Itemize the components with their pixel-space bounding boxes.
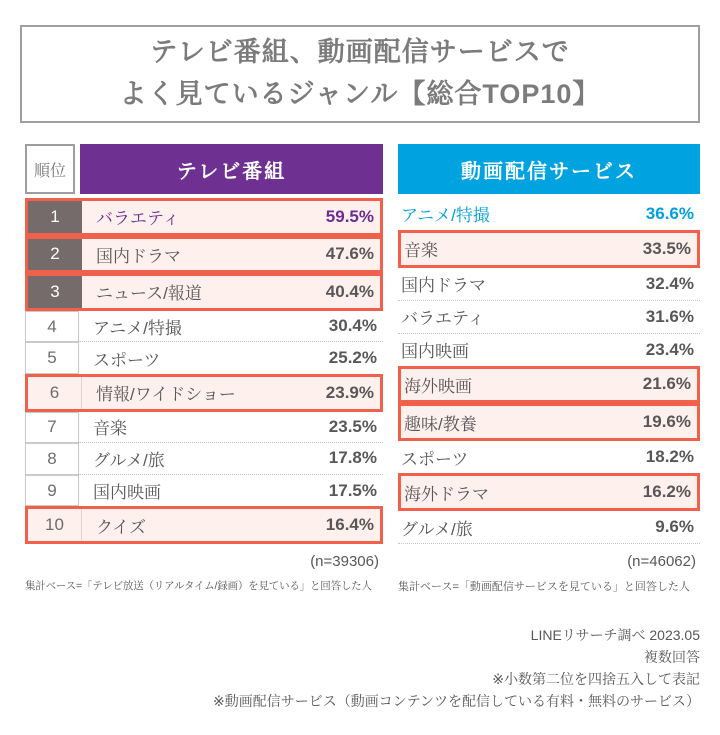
tv-table-header-row bbox=[25, 144, 383, 194]
tv-table bbox=[25, 144, 383, 594]
percent-value: 23.4% bbox=[645, 339, 694, 359]
percent-value: 30.4% bbox=[328, 316, 377, 336]
genre-label: 海外ドラマ bbox=[404, 484, 489, 504]
table-row bbox=[398, 198, 700, 230]
rank-cell: 1 bbox=[28, 201, 82, 233]
table-row bbox=[25, 506, 383, 544]
percent-value: 9.6% bbox=[655, 517, 694, 537]
percent-value: 16.4% bbox=[325, 515, 374, 535]
percent-value: 23.9% bbox=[325, 382, 374, 402]
genre-label: ニュース/報道 bbox=[96, 284, 202, 304]
title-box bbox=[20, 25, 700, 123]
rank-cell: 5 bbox=[25, 342, 79, 374]
tv-base-note: 集計ベース=「テレビ放送（リアルタイム/録画）を見ている」と回答した人 bbox=[25, 580, 372, 592]
title-line-2: よく見ているジャンル【総合TOP10】 bbox=[119, 79, 601, 109]
rank-cell: 2 bbox=[28, 239, 82, 271]
streaming-table-rows bbox=[398, 198, 700, 544]
streaming-table-title: 動画配信サービス bbox=[398, 144, 700, 194]
table-row bbox=[25, 475, 383, 507]
percent-value: 25.2% bbox=[328, 348, 377, 368]
table-row bbox=[25, 198, 383, 236]
table-row bbox=[25, 374, 383, 412]
percent-value: 17.8% bbox=[328, 448, 377, 468]
rank-cell: 9 bbox=[25, 475, 79, 507]
footnote-multiple-answers: 複数回答 bbox=[644, 649, 700, 665]
table-row bbox=[25, 273, 383, 311]
percent-value: 31.6% bbox=[645, 306, 694, 326]
genre-label: 情報/ワイドショー bbox=[96, 385, 236, 405]
genre-label: 海外映画 bbox=[404, 376, 472, 396]
footnotes bbox=[0, 624, 700, 712]
streaming-table bbox=[398, 144, 700, 594]
footnote-service-definition: ※動画配信サービス（動画コンテンツを配信している有料・無料のサービス） bbox=[212, 693, 700, 709]
table-row bbox=[398, 473, 700, 511]
rank-column-header: 順位 bbox=[25, 144, 75, 194]
genre-label: アニメ/特撮 bbox=[401, 206, 490, 226]
genre-label: グルメ/旅 bbox=[401, 519, 473, 539]
table-row bbox=[25, 412, 383, 444]
genre-label: 国内ドラマ bbox=[96, 246, 181, 266]
genre-label: スポーツ bbox=[401, 449, 469, 469]
tv-table-title: テレビ番組 bbox=[80, 144, 383, 194]
percent-value: 23.5% bbox=[328, 416, 377, 436]
genre-label: グルメ/旅 bbox=[93, 450, 165, 470]
genre-label: 趣味/教養 bbox=[404, 414, 477, 434]
genre-label: バラエティ bbox=[96, 209, 180, 229]
rank-cell: 4 bbox=[25, 311, 79, 343]
genre-label: 国内ドラマ bbox=[401, 276, 486, 296]
table-row bbox=[398, 403, 700, 441]
table-row bbox=[25, 311, 383, 343]
percent-value: 59.5% bbox=[325, 206, 374, 226]
percent-value: 17.5% bbox=[328, 480, 377, 500]
percent-value: 32.4% bbox=[645, 273, 694, 293]
rank-cell: 8 bbox=[25, 443, 79, 475]
percent-value: 33.5% bbox=[642, 238, 691, 258]
rank-cell: 3 bbox=[28, 276, 82, 308]
footnote-source: LINEリサーチ調べ 2023.05 bbox=[530, 627, 700, 643]
genre-label: 音楽 bbox=[93, 419, 127, 439]
genre-label: バラエティ bbox=[401, 309, 485, 329]
table-row bbox=[25, 342, 383, 374]
footnote-rounding: ※小数第二位を四捨五入して表記 bbox=[492, 671, 700, 687]
genre-label: 国内映画 bbox=[401, 342, 469, 362]
percent-value: 21.6% bbox=[642, 374, 691, 394]
percent-value: 19.6% bbox=[642, 412, 691, 432]
genre-label: スポーツ bbox=[93, 350, 161, 370]
rank-cell: 6 bbox=[28, 377, 82, 409]
rank-cell: 10 bbox=[28, 509, 82, 541]
percent-value: 36.6% bbox=[645, 203, 694, 223]
genre-label: クイズ bbox=[96, 517, 146, 537]
table-row bbox=[398, 268, 700, 301]
table-row bbox=[398, 230, 700, 268]
genre-label: アニメ/特撮 bbox=[93, 318, 182, 338]
genre-label: 国内映画 bbox=[93, 483, 161, 503]
tv-table-rows bbox=[25, 198, 383, 544]
streaming-sample-size: (n=46062) bbox=[627, 553, 696, 570]
tables-area bbox=[25, 144, 700, 594]
percent-value: 16.2% bbox=[642, 482, 691, 502]
table-row bbox=[398, 301, 700, 334]
tv-sample-size: (n=39306) bbox=[310, 553, 379, 570]
table-row bbox=[398, 334, 700, 366]
table-row bbox=[25, 443, 383, 475]
title-line-1: テレビ番組、動画配信サービスで bbox=[150, 37, 570, 68]
percent-value: 18.2% bbox=[645, 447, 694, 467]
genre-label: 音楽 bbox=[404, 241, 438, 261]
rank-cell: 7 bbox=[25, 412, 79, 444]
table-row bbox=[398, 366, 700, 404]
table-row bbox=[398, 441, 700, 473]
streaming-base-note: 集計ベース=「動画配信サービスを見ている」と回答した人 bbox=[398, 581, 690, 593]
percent-value: 40.4% bbox=[325, 281, 374, 301]
percent-value: 47.6% bbox=[325, 244, 374, 264]
table-row bbox=[25, 236, 383, 274]
table-row bbox=[398, 511, 700, 544]
